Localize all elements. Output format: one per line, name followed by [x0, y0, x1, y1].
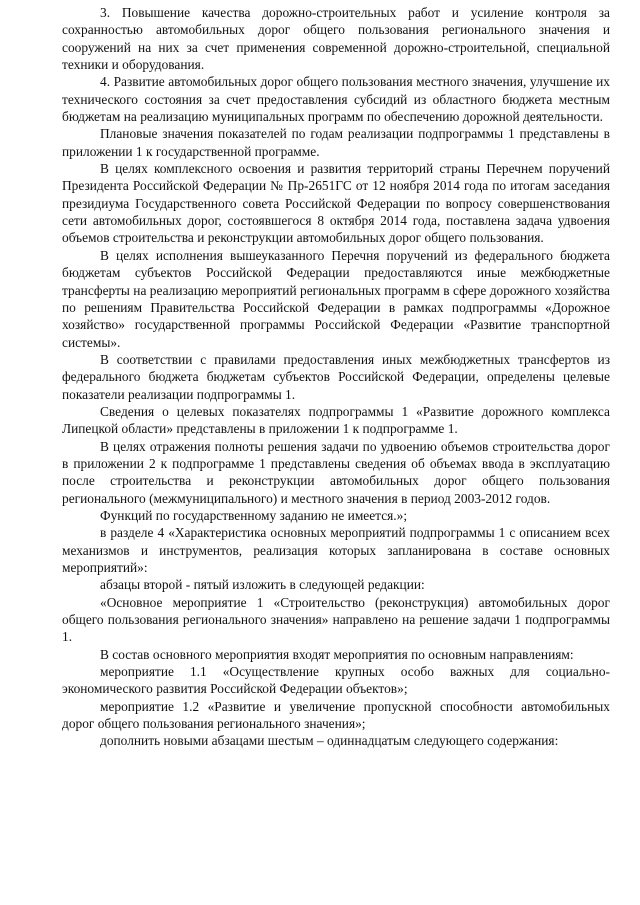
paragraph-main-activity-1: «Основное мероприятие 1 «Строительство (реконструкция) автомобильных дорог общего пользования регионального значения» направлено на решение задачи 1 подпрограммы 1.	[62, 594, 610, 645]
paragraph-section-4: в разделе 4 «Характеристика основных мероприятий подпрограммы 1 с описанием всех механизмов и инструментов, реализация которых запланирована в составе основных мероприятий»:	[62, 525, 610, 575]
paragraph-edit-instruction: абзацы второй - пятый изложить в следующей редакции:	[100, 577, 425, 593]
paragraph-activity-composition: В состав основного мероприятия входят мероприятия по основным направлениям:	[100, 646, 574, 662]
paragraph-activity-1-2: мероприятие 1.2 «Развитие и увеличение пропускной способности автомобильных дорог общего пользования регионального значения»;	[62, 698, 610, 732]
paragraph-president-instructions: В целях комплексного освоения и развития территорий страны Перечнем поручений Президента Российской Федерации № Пр-2651ГС от 12 ноября 2014 года по итогам заседания президиума Государственного совета Российской Федерации по вопросу совершенствования сети автомобильных дорог, состоявшегося 8 октября 2014 года, поставлена задача удвоения объемов строительства и реконструкции автомобильных дорог общего пользования.	[62, 161, 610, 246]
paragraph-federal-transfers: В целях исполнения вышеуказанного Перечня поручений из федерального бюджета бюджетам субъектов Российской Федерации предоставляются иные межбюджетные трансферты на реализацию мероприятий региональных программ в сфере дорожного хозяйства по решениям Правительства Российской Федерации в рамках подпрограммы «Дорожное хозяйство» государственной программы Российской Федерации «Развитие транспортной системы».	[62, 247, 610, 350]
paragraph-construction-volumes: В целях отражения полноты решения задачи по удвоению объемов строительства дорог в приложении 2 к подпрограмме 1 представлены сведения об объемах ввода в эксплуатацию после строительства и реконструкции автомобильных дорог общего пользования регионального (межмуниципального) и местного значения в период 2003-2012 годов.	[62, 438, 610, 506]
paragraph-state-assignment: Функций по государственному заданию не имеется.»;	[100, 507, 408, 523]
paragraph-planned-values: Плановые значения показателей по годам реализации подпрограммы 1 представлены в приложении 1 к государственной программе.	[62, 126, 610, 159]
paragraph-task-3: 3. Повышение качества дорожно-строительных работ и усиление контроля за сохранностью автомобильных дорог общего пользования регионального значения и сооружений на них за счет применения современной дорожно-строительной, специальной техники и оборудования.	[62, 5, 610, 73]
paragraph-target-indicators: Сведения о целевых показателях подпрограммы 1 «Развитие дорожного комплекса Липецкой области» представлены в приложении 1 к подпрограмме 1.	[62, 403, 610, 437]
paragraph-add-instruction: дополнить новыми абзацами шестым – одиннадцатым следующего содержания:	[100, 733, 559, 749]
paragraph-transfer-rules: В соответствии с правилами предоставления иных межбюджетных трансфертов из федерального бюджета бюджетам субъектов Российской Федерации, определены целевые показатели реализации подпрограммы 1.	[62, 351, 610, 402]
paragraph-task-4: 4. Развитие автомобильных дорог общего пользования местного значения, улучшение их технического состояния за счет предоставления субсидий из областного бюджета местным бюджетам на реализацию муниципальных программ по обеспечению дорожной деятельности.	[62, 74, 610, 125]
document-page	[62, 4, 610, 750]
paragraph-activity-1-1: мероприятие 1.1 «Осуществление крупных особо важных для социально-экономического развития Российской Федерации объектов»;	[62, 664, 610, 697]
